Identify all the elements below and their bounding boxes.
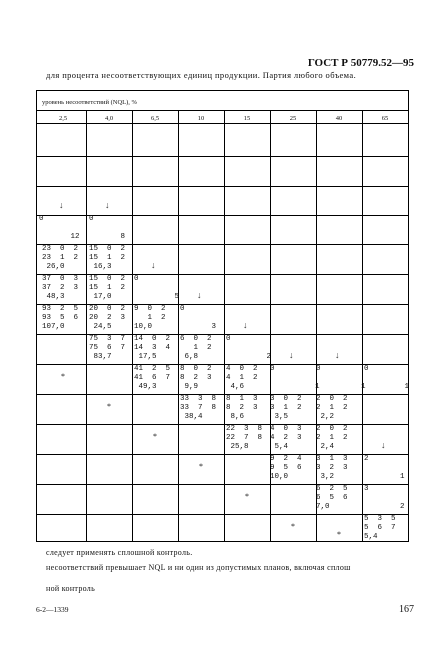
standard-header: ГОСТ Р 50779.52—95 bbox=[307, 57, 414, 69]
plan-cell: 0 1 bbox=[364, 365, 410, 391]
plan-cell: 0 5 bbox=[134, 275, 180, 301]
column-header: 25 bbox=[289, 115, 297, 122]
column-rule bbox=[178, 110, 179, 542]
plan-cell: 0 8 bbox=[89, 215, 126, 241]
star-marker: * bbox=[337, 530, 341, 539]
column-header: 40 bbox=[335, 115, 343, 122]
column-header: 6,5 bbox=[150, 115, 160, 122]
column-header: 10 bbox=[197, 115, 205, 122]
note-line-1: следует применять сплошной контроль. bbox=[46, 548, 193, 557]
plan-cell: 3 1 3 3 2 3 3,2 bbox=[316, 455, 348, 481]
column-header: 4,0 bbox=[104, 115, 114, 122]
plan-cell: 0 2 bbox=[226, 335, 272, 361]
table-rule bbox=[36, 123, 409, 124]
plan-cell: 4 0 2 4 1 2 4,6 bbox=[226, 365, 258, 391]
column-header: 2,5 bbox=[58, 115, 68, 122]
plan-cell: 23 0 2 23 1 2 26,0 bbox=[42, 245, 79, 271]
row-rule bbox=[36, 514, 409, 515]
note-line-3: ной контроль bbox=[46, 584, 96, 593]
plan-cell: 33 3 8 33 7 8 38,4 bbox=[180, 395, 217, 421]
star-marker: * bbox=[199, 462, 203, 471]
plan-cell: 8 1 3 8 2 3 8,6 bbox=[226, 395, 258, 421]
star-marker: * bbox=[61, 372, 65, 381]
star-marker: * bbox=[153, 432, 157, 441]
plan-cell: 2 1 bbox=[364, 455, 405, 481]
plan-cell: 41 2 5 41 6 7 49,3 bbox=[134, 365, 171, 391]
plan-cell: 6 0 2 1 2 6,8 bbox=[180, 335, 212, 361]
down-arrow-icon: ↓ bbox=[151, 260, 156, 270]
footer-code: 6-2—1339 bbox=[36, 605, 69, 614]
down-arrow-icon: ↓ bbox=[243, 320, 248, 330]
column-rule bbox=[86, 110, 87, 542]
plan-cell: 9 0 2 1 2 10,0 bbox=[134, 305, 166, 331]
column-rule bbox=[224, 110, 225, 542]
down-arrow-icon: ↓ bbox=[335, 350, 340, 360]
plan-cell: 2 0 2 2 1 2 2,4 bbox=[316, 425, 348, 451]
plan-cell: 4 0 3 4 2 3 5,4 bbox=[270, 425, 302, 451]
plan-cell: 15 0 2 15 1 2 17,0 bbox=[89, 275, 126, 301]
nql-label: уровень несоответствий (NQL), % bbox=[42, 99, 137, 106]
plan-cell: 8 0 2 8 2 3 9,9 bbox=[180, 365, 212, 391]
column-header: 65 bbox=[381, 115, 389, 122]
plan-cell: 3 2 bbox=[364, 485, 405, 511]
plan-cell: 75 3 7 75 6 7 83,7 bbox=[89, 335, 126, 361]
row-rule bbox=[36, 454, 409, 455]
plan-cell: 0 12 bbox=[39, 215, 80, 241]
plan-cell: 15 0 2 15 1 2 16,3 bbox=[89, 245, 126, 271]
plan-cell: 93 2 5 93 5 6 107,0 bbox=[42, 305, 79, 331]
down-arrow-icon: ↓ bbox=[381, 440, 386, 450]
plan-cell: 2 0 2 2 1 2 2,2 bbox=[316, 395, 348, 421]
plan-cell: 22 3 8 22 7 8 25,8 bbox=[226, 425, 263, 451]
plan-cell: 3 0 2 3 1 2 3,5 bbox=[270, 395, 302, 421]
down-arrow-icon: ↓ bbox=[289, 350, 294, 360]
plan-cell: 0 1 bbox=[270, 365, 320, 391]
row-rule bbox=[36, 186, 409, 187]
star-marker: * bbox=[245, 492, 249, 501]
plan-cell: 6 2 5 6 5 6 7,0 bbox=[316, 485, 348, 511]
down-arrow-icon: ↓ bbox=[59, 200, 64, 210]
plan-cell: 20 0 2 20 2 3 24,5 bbox=[89, 305, 126, 331]
note-line-2: несоответствий превышает NQL и ни один из допустимых планов, включая сплош bbox=[46, 563, 351, 572]
row-rule bbox=[36, 424, 409, 425]
plan-cell: 0 1 bbox=[316, 365, 366, 391]
plan-cell: 5 3 5 5 6 7 5,4 bbox=[364, 515, 396, 541]
down-arrow-icon: ↓ bbox=[197, 290, 202, 300]
plan-cell: 0 3 bbox=[180, 305, 217, 331]
plan-cell: 14 0 2 14 3 4 17,5 bbox=[134, 335, 171, 361]
page-number: 167 bbox=[399, 604, 414, 615]
table-rule bbox=[36, 110, 409, 111]
star-marker: * bbox=[291, 522, 295, 531]
column-header: 15 bbox=[243, 115, 251, 122]
row-rule bbox=[36, 156, 409, 157]
plan-cell: 9 2 4 9 5 6 10,0 bbox=[270, 455, 302, 481]
column-rule bbox=[362, 110, 363, 542]
star-marker: * bbox=[107, 402, 111, 411]
intro-text: для процента несоответствующих единиц продукции. Партия любого объема. bbox=[46, 70, 357, 80]
row-rule bbox=[36, 394, 409, 395]
column-rule bbox=[132, 110, 133, 542]
plan-cell: 37 0 3 37 2 3 48,3 bbox=[42, 275, 79, 301]
down-arrow-icon: ↓ bbox=[105, 200, 110, 210]
row-rule bbox=[36, 484, 409, 485]
